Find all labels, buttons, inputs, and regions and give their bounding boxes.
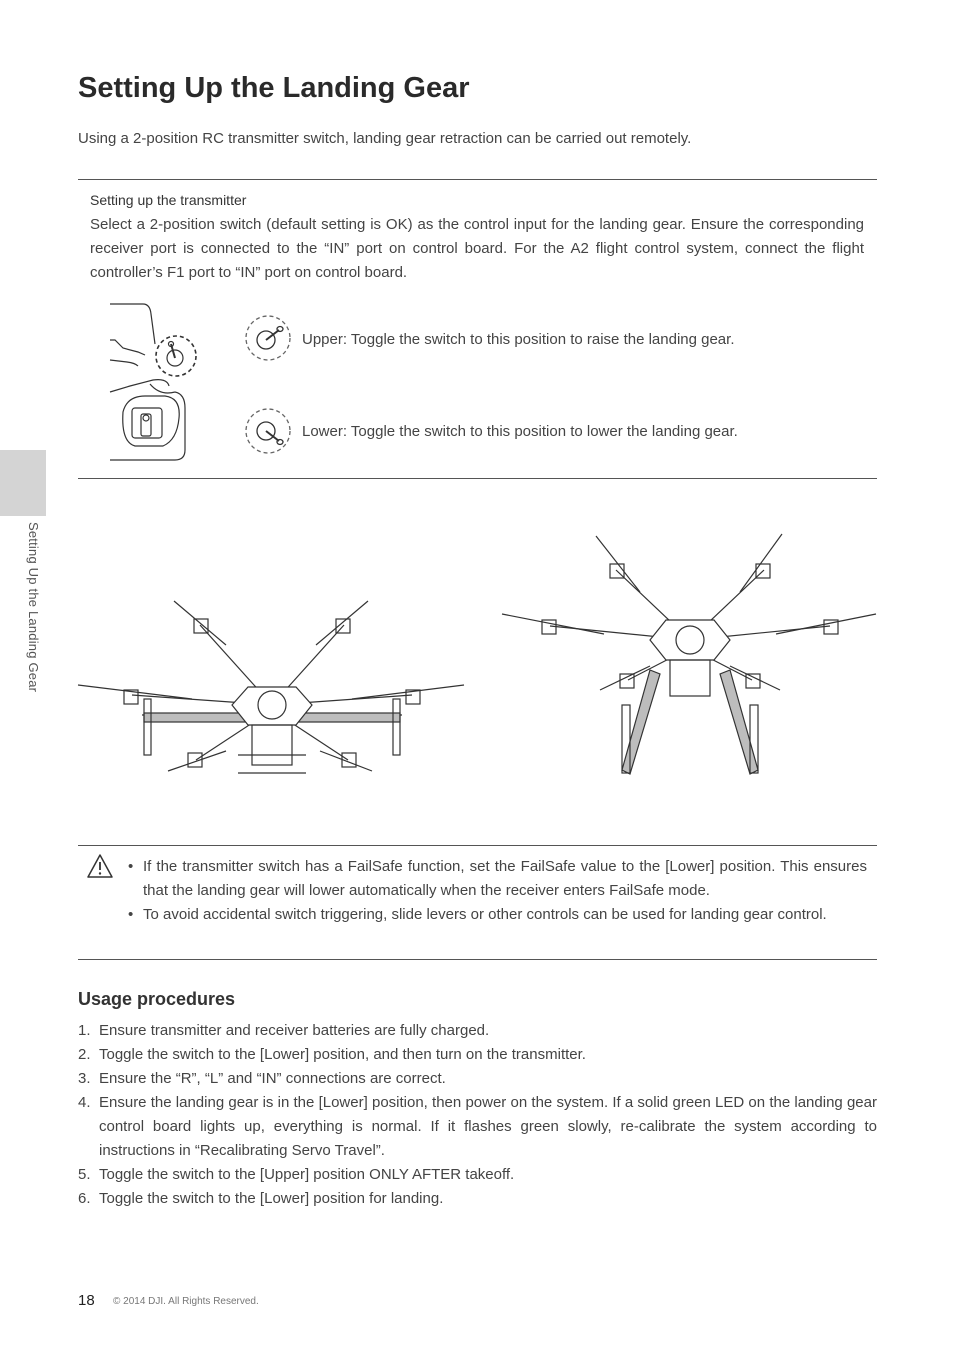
list-item: • To avoid accidental switch triggering, slide levers or other controls can be used for landing gear control. <box>128 903 867 927</box>
step-text: Ensure the landing gear is in the [Lower] position, then power on the system. If a solid green LED on the landing gear control board lights up, everything is normal. If it flashes green slowly, re-calibrate the system according to instructions in “Recalibrating Servo Travel”. <box>99 1094 877 1159</box>
section-divider <box>78 845 877 846</box>
step-number: 2. <box>78 1046 91 1063</box>
side-tab-label: Setting Up the Landing Gear <box>26 522 41 693</box>
step-number: 1. <box>78 1022 91 1039</box>
list-item <box>78 1019 877 1043</box>
section-divider <box>78 478 877 479</box>
intro-text: Using a 2-position RC transmitter switch, landing gear retraction can be carried out remotely. <box>78 130 692 147</box>
page-title: Setting Up the Landing Gear <box>78 72 470 104</box>
warning-notes <box>128 855 867 927</box>
list-item <box>78 1043 877 1067</box>
list-item <box>78 1091 877 1163</box>
side-tab <box>0 450 46 516</box>
list-item <box>78 1067 877 1091</box>
step-text: Toggle the switch to the [Upper] position ONLY AFTER takeoff. <box>99 1166 515 1183</box>
switch-up-icon <box>243 313 293 363</box>
switch-upper-text: Upper: Toggle the switch to this position to raise the landing gear. <box>302 331 735 348</box>
list-item <box>78 1187 877 1211</box>
drone-gear-deployed-illustration <box>500 530 880 778</box>
copyright-text: © 2014 DJI. All Rights Reserved. <box>113 1296 259 1307</box>
switch-down-icon <box>243 406 293 456</box>
usage-heading: Usage procedures <box>78 989 236 1009</box>
section-divider <box>78 179 877 180</box>
list-item: • If the transmitter switch has a FailSafe function, set the FailSafe value to the [Lower] position. This ensures that the landing gear will lower automatically when the receiver enters FailSafe mode. <box>128 855 867 903</box>
usage-steps <box>78 1019 877 1211</box>
section-divider <box>78 959 877 960</box>
transmitter-body: Select a 2-position switch (default setting is OK) as the control input for the landing gear. Ensure the corresponding receiver port is connected to the “IN” port on control board. For the A2 flight control system, connect the flight controller’s F1 port to “IN” port on control board. <box>90 216 864 281</box>
warning-icon <box>86 853 114 879</box>
step-number: 4. <box>78 1094 91 1111</box>
step-text: Toggle the switch to the [Lower] position for landing. <box>99 1190 444 1207</box>
step-number: 3. <box>78 1070 91 1087</box>
list-item <box>78 1163 877 1187</box>
step-text: Ensure transmitter and receiver batteries are fully charged. <box>99 1022 490 1039</box>
step-number: 5. <box>78 1166 91 1183</box>
switch-lower-text: Lower: Toggle the switch to this position to lower the landing gear. <box>302 423 738 440</box>
rc-transmitter-icon <box>105 300 203 470</box>
step-text: Ensure the “R”, “L” and “IN” connections are correct. <box>99 1070 446 1087</box>
page-number: 18 <box>78 1292 95 1309</box>
step-number: 6. <box>78 1190 91 1207</box>
drone-gear-retracted-illustration <box>76 595 468 780</box>
transmitter-heading: Setting up the transmitter <box>90 192 247 208</box>
step-text: Toggle the switch to the [Lower] position, and then turn on the transmitter. <box>99 1046 586 1063</box>
